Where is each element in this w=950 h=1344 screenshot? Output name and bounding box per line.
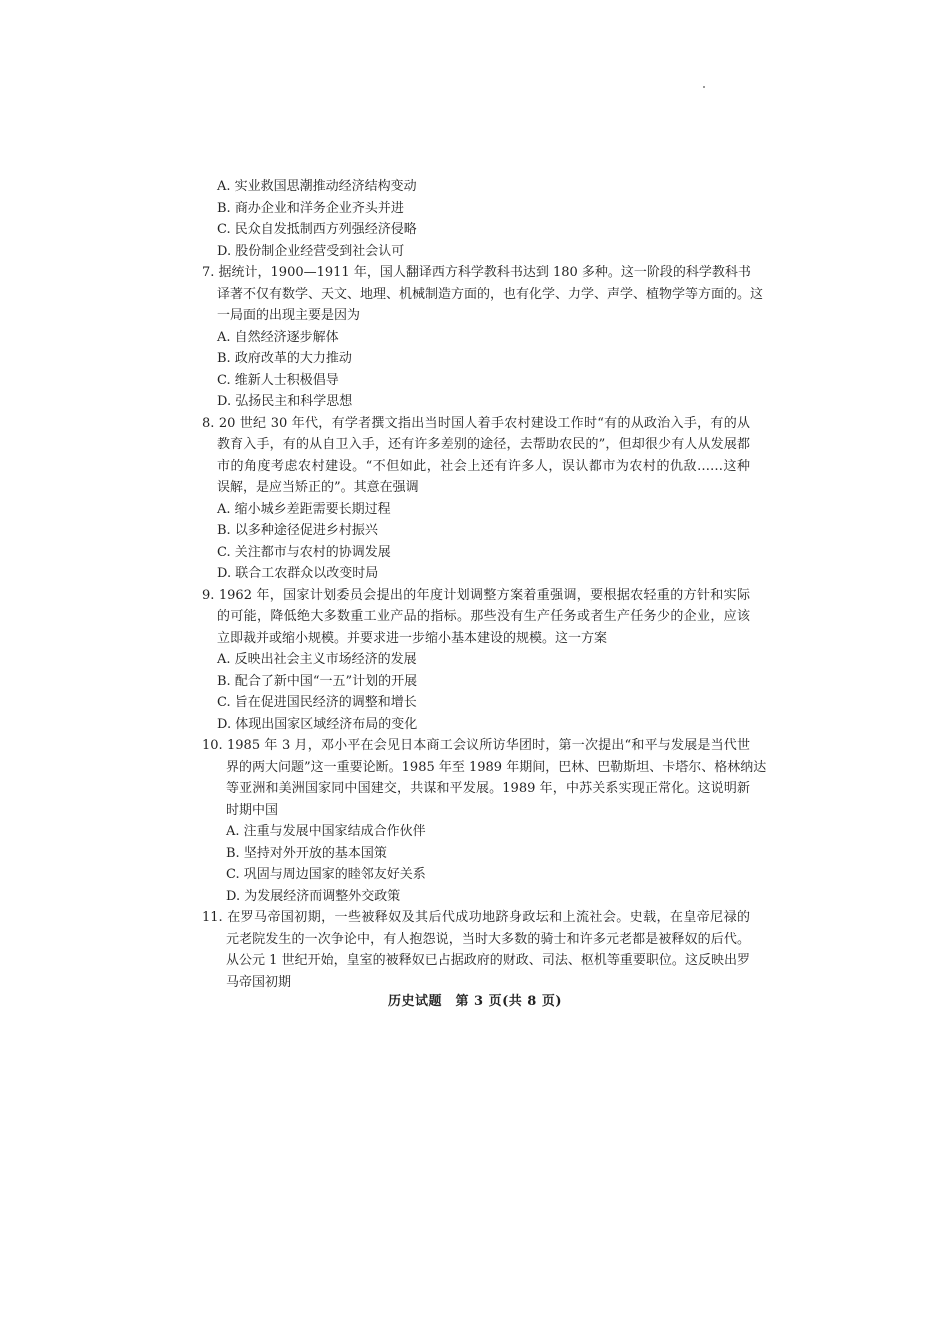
question-stem-line: 8. 20 世纪 30 年代，有学者撰文指出当时国人着手农村建设工作时“有的从政治入手，有的从	[202, 415, 750, 431]
page-footer: 历史试题 第 3 页(共 8 页)	[388, 994, 562, 1009]
scan-speck	[703, 86, 705, 88]
question-content	[202, 176, 767, 993]
question-stem-line: 的可能，降低绝大多数重工业产品的指标。那些没有生产任务或者生产任务少的企业，应该	[217, 609, 750, 624]
option-b: B. 配合了新中国“一五”计划的开展	[217, 673, 418, 689]
question-stem-line: 10. 1985 年 3 月，邓小平在会见日本商工会议所访华团时，第一次提出“和平与发展是当代世	[202, 738, 750, 753]
previous-question-options	[202, 176, 750, 262]
option-b: B. 商办企业和洋务企业齐头并进	[217, 200, 404, 216]
option-b: B. 坚持对外开放的基本国策	[226, 845, 387, 861]
question-stem-line: 7. 据统计，1900—1911 年，国人翻译西方科学教科书达到 180 多种。这一阶段的科学教科书	[202, 265, 751, 280]
question-11	[202, 907, 750, 993]
option-c: C. 旨在促进国民经济的调整和增长	[217, 695, 417, 710]
option-c: C. 民众自发抵制西方列强经济侵略	[217, 222, 417, 237]
option-a: A. 自然经济逐步解体	[217, 329, 339, 345]
option-d: D. 股份制企业经营受到社会认可	[217, 243, 405, 259]
option-c: C. 维新人士积极倡导	[217, 372, 339, 388]
question-stem-line: 元老院发生的一次争论中，有人抱怨说，当时大多数的骑士和许多元老都是被释奴的后代。	[226, 931, 750, 947]
option-c: C. 关注都市与农村的协调发展	[217, 544, 391, 560]
option-d: D. 弘扬民主和科学思想	[217, 394, 353, 409]
option-d: D. 联合工农群众以改变时局	[217, 566, 379, 581]
question-stem-line: 立即裁并或缩小规模。并要求进一步缩小基本建设的规模。这一方案	[217, 630, 608, 646]
option-a: A. 实业救国思潮推动经济结构变动	[217, 179, 417, 194]
question-stem-line: 从公元 1 世纪开始，皇室的被释奴已占据政府的财政、司法、枢机等重要职位。这反映出罗	[226, 953, 750, 968]
question-stem-line: 马帝国初期	[226, 974, 292, 990]
question-stem-line: 误解，是应当矫正的”。其意在强调	[217, 480, 419, 495]
question-stem-line: 9. 1962 年，国家计划委员会提出的年度计划调整方案着重强调，要根据农轻重的方针和实际	[202, 587, 750, 603]
option-b: B. 政府改革的大力推动	[217, 351, 352, 366]
option-c: C. 巩固与周边国家的睦邻友好关系	[226, 867, 426, 882]
option-d: D. 体现出国家区域经济布局的变化	[217, 716, 418, 732]
question-stem-line: 11. 在罗马帝国初期，一些被释奴及其后代成功地跻身政坛和上流社会。史载，在皇帝尼禄的	[202, 910, 750, 925]
option-a: A. 注重与发展中国家结成合作伙伴	[226, 824, 426, 839]
option-b: B. 以多种途径促进乡村振兴	[217, 523, 378, 538]
question-stem-line: 界的两大问题”这一重要论断。1985 年至 1989 年期间，巴林、巴勒斯坦、卡塔尔、格林纳达	[226, 759, 767, 775]
question-9	[202, 585, 750, 736]
question-7	[202, 262, 764, 413]
question-8	[202, 413, 750, 585]
question-stem-line: 教育入手，有的从自卫入手，还有许多差别的途径，去帮助农民的”，但却很少有人从发展都	[217, 437, 750, 452]
question-stem-line: 译著不仅有数学、天文、地理、机械制造方面的，也有化学、力学、声学、植物学等方面的。这	[217, 286, 764, 302]
question-10	[202, 735, 767, 907]
question-stem-line: 时期中国	[226, 802, 279, 818]
option-a: A. 缩小城乡差距需要长期过程	[217, 501, 391, 517]
option-d: D. 为发展经济而调整外交政策	[226, 888, 401, 904]
question-stem-line: 一局面的出现主要是因为	[217, 308, 361, 323]
option-a: A. 反映出社会主义市场经济的发展	[217, 652, 417, 667]
question-stem-line: 等亚洲和美洲国家同中国建交，共谋和平发展。1989 年，中苏关系实现正常化。这说明新	[226, 781, 750, 796]
question-stem-line: 市的角度考虑农村建设。“不但如此，社会上还有许多人，误认都市为农村的仇敌……这种	[217, 458, 750, 474]
